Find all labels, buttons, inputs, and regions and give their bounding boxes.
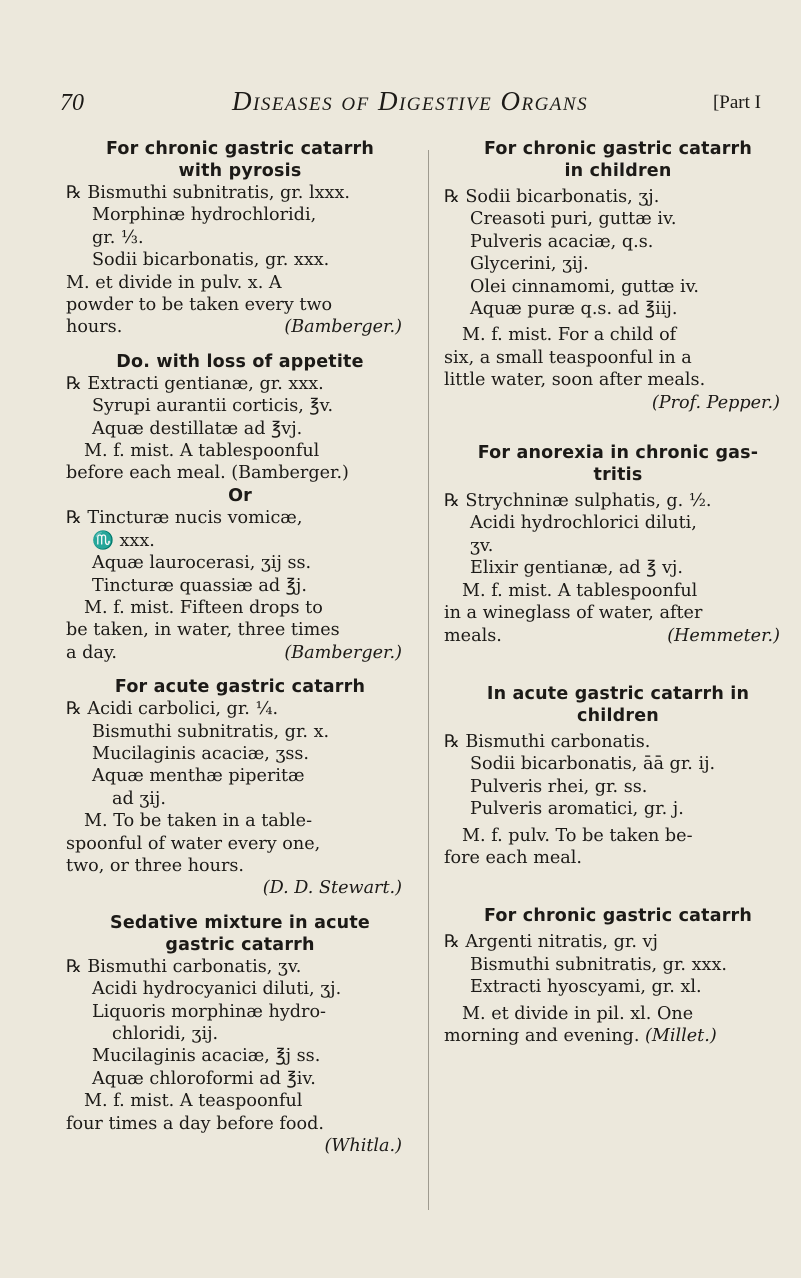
prescription-acute-children — [444, 683, 792, 869]
section-heading: For anorexia in chronic gas- — [477, 443, 759, 464]
rx-line: Mucilaginis acaciæ, ʒss. — [92, 743, 310, 764]
column-divider — [428, 150, 429, 1210]
rx-line: Tincturæ quassiæ ad ℥j. — [92, 575, 307, 596]
citation: (Whitla.) — [324, 1136, 402, 1157]
section-heading: with pyrosis — [178, 161, 302, 181]
directions-line: four times a day before food. — [66, 1113, 324, 1134]
directions-line: powder to be taken every two — [66, 295, 333, 316]
rx-line: Glycerini, ʒij. — [470, 254, 589, 275]
prescription-anorexia — [444, 442, 792, 647]
rx-line: Syrupi aurantii corticis, ℥v. — [92, 396, 334, 417]
part-label: [Part I — [712, 92, 761, 113]
citation: (Bamberger.) — [284, 642, 402, 663]
rx-line: ℞ Extracti gentianæ, gr. xxx. — [66, 373, 324, 394]
directions-line: before each meal. (Bamberger.) — [66, 463, 349, 484]
section-heading: Sedative mixture in acute — [110, 912, 370, 933]
running-title: Diseases of Digestive Organs — [232, 86, 589, 116]
rx-line: Extracti hyoscyami, gr. xl. — [470, 977, 702, 998]
directions-line: M. f. mist. A teaspoonful — [84, 1091, 303, 1112]
rx-line: Olei cinnamomi, guttæ iv. — [470, 276, 700, 297]
rx-line: ℞ Argenti nitratis, gr. vj — [444, 932, 658, 953]
rx-line: Liquoris morphinæ hydro- — [92, 1001, 327, 1022]
prescription-acute-catarrh — [66, 676, 414, 900]
directions-line: spoonful of water every one, — [66, 833, 321, 854]
rx-line: Aquæ chloroformi ad ℥iv. — [92, 1068, 316, 1089]
rx-line: ʒv. — [470, 535, 494, 556]
rx-line: Bismuthi subnitratis, gr. x. — [92, 721, 330, 742]
rx-line: ad ʒij. — [112, 788, 166, 809]
rx-line: ℞ Bismuthi carbonatis. — [444, 731, 651, 752]
or-separator: Or — [228, 485, 252, 506]
directions-line: M. f. mist. A tablespoonful — [84, 441, 320, 462]
section-heading: For chronic gastric catarrh — [483, 906, 753, 927]
rx-line: ℞ Sodii bicarbonatis, ʒj. — [444, 187, 660, 207]
directions-line: six, a small teaspoonful in a — [444, 347, 692, 368]
section-heading: For acute gastric catarrh — [114, 677, 366, 698]
rx-line: Morphinæ hydrochloridi, — [92, 205, 317, 226]
directions-line: two, or three hours. — [66, 855, 245, 876]
rx-line: ℞ Acidi carbolici, gr. ¼. — [66, 699, 279, 720]
rx-line: Pulveris aromatici, gr. j. — [470, 799, 684, 820]
rx-line: Aquæ destillatæ ad ℥vj. — [92, 418, 303, 439]
citation: (Prof. Pepper.) — [651, 392, 780, 413]
rx-line: Pulveris rhei, gr. ss. — [470, 776, 648, 797]
section-heading: Do. with loss of appetite — [116, 351, 364, 372]
prescription-chronic-pyrosis — [66, 138, 414, 339]
directions-line: morning and evening. (Millet.) — [444, 1025, 717, 1046]
directions-line: M. et divide in pulv. x. A — [66, 272, 282, 293]
directions-line: a day. (Bamberger.) — [66, 642, 414, 664]
citation: (Millet.) — [645, 1025, 717, 1046]
rx-line: ℞ Bismuthi subnitratis, gr. lxxx. — [66, 183, 350, 203]
section-heading: children — [577, 705, 659, 726]
rx-line: Acidi hydrochlorici diluti, — [470, 513, 697, 534]
rx-line: gr. ⅓. — [92, 227, 144, 248]
rx-line: Elixir gentianæ, ad ℥ vj. — [470, 558, 683, 579]
section-heading: For chronic gastric catarrh — [483, 139, 753, 159]
directions-line: M. f. pulv. To be taken be- — [462, 825, 693, 846]
running-header — [60, 86, 761, 126]
prescription-sedative-mixture — [66, 912, 414, 1158]
directions-line: M. To be taken in a table- — [84, 811, 313, 832]
rx-line: Mucilaginis acaciæ, ℥j ss. — [92, 1046, 321, 1067]
section-heading: In acute gastric catarrh in — [486, 683, 750, 704]
rx-line: Acidi hydrocyanici diluti, ʒj. — [92, 979, 342, 1000]
section-heading: For chronic gastric catarrh — [105, 139, 375, 159]
rx-line: Creasoti puri, guttæ iv. — [470, 209, 677, 230]
rx-line: Sodii bicarbonatis, gr. xxx. — [92, 250, 330, 271]
rx-line: ℞ Tincturæ nucis vomicæ, — [66, 508, 303, 529]
citation: (Hemmeter.) — [667, 625, 780, 646]
section-heading: in children — [564, 161, 672, 181]
section-heading: gastric catarrh — [165, 934, 315, 955]
directions-line: M. f. mist. A tablespoonful — [462, 580, 698, 601]
prescription-loss-of-appetite — [66, 351, 414, 664]
page-number: 70 — [60, 90, 84, 116]
rx-line: ♏ xxx. — [92, 530, 155, 551]
rx-line: Sodii bicarbonatis, āā gr. ij. — [470, 754, 716, 775]
directions-line: meals. (Hemmeter.) — [444, 625, 792, 647]
section-heading: tritis — [593, 465, 643, 486]
prescription-chronic-children — [444, 138, 792, 414]
directions-line: fore each meal. — [444, 847, 583, 868]
rx-line: Aquæ menthæ piperitæ — [92, 766, 305, 787]
rx-line: Bismuthi subnitratis, gr. xxx. — [470, 954, 727, 975]
citation: (Bamberger.) — [284, 317, 402, 338]
directions-line: little water, soon after meals. — [444, 370, 706, 391]
rx-line: ℞ Bismuthi carbonatis, ʒv. — [66, 956, 302, 977]
rx-line: Aquæ puræ q.s. ad ℥iij. — [470, 299, 678, 320]
rx-line: Pulveris acaciæ, q.s. — [470, 231, 654, 252]
directions-line: M. f. mist. For a child of — [462, 325, 677, 346]
rx-line: ℞ Strychninæ sulphatis, g. ½. — [444, 491, 712, 512]
directions-line: be taken, in water, three times — [66, 620, 340, 641]
right-column — [444, 138, 792, 1047]
directions-line: M. et divide in pil. xl. One — [462, 1003, 694, 1024]
directions-line: M. f. mist. Fifteen drops to — [84, 597, 323, 618]
directions-line: hours. (Bamberger.) — [66, 316, 414, 338]
citation: (D. D. Stewart.) — [262, 878, 402, 899]
rx-line: Aquæ laurocerasi, ʒij ss. — [92, 553, 312, 574]
directions-line: in a wineglass of water, after — [444, 603, 703, 624]
prescription-chronic-silver — [444, 905, 792, 1047]
rx-line: chloridi, ʒij. — [112, 1024, 219, 1044]
left-column — [66, 138, 414, 1157]
